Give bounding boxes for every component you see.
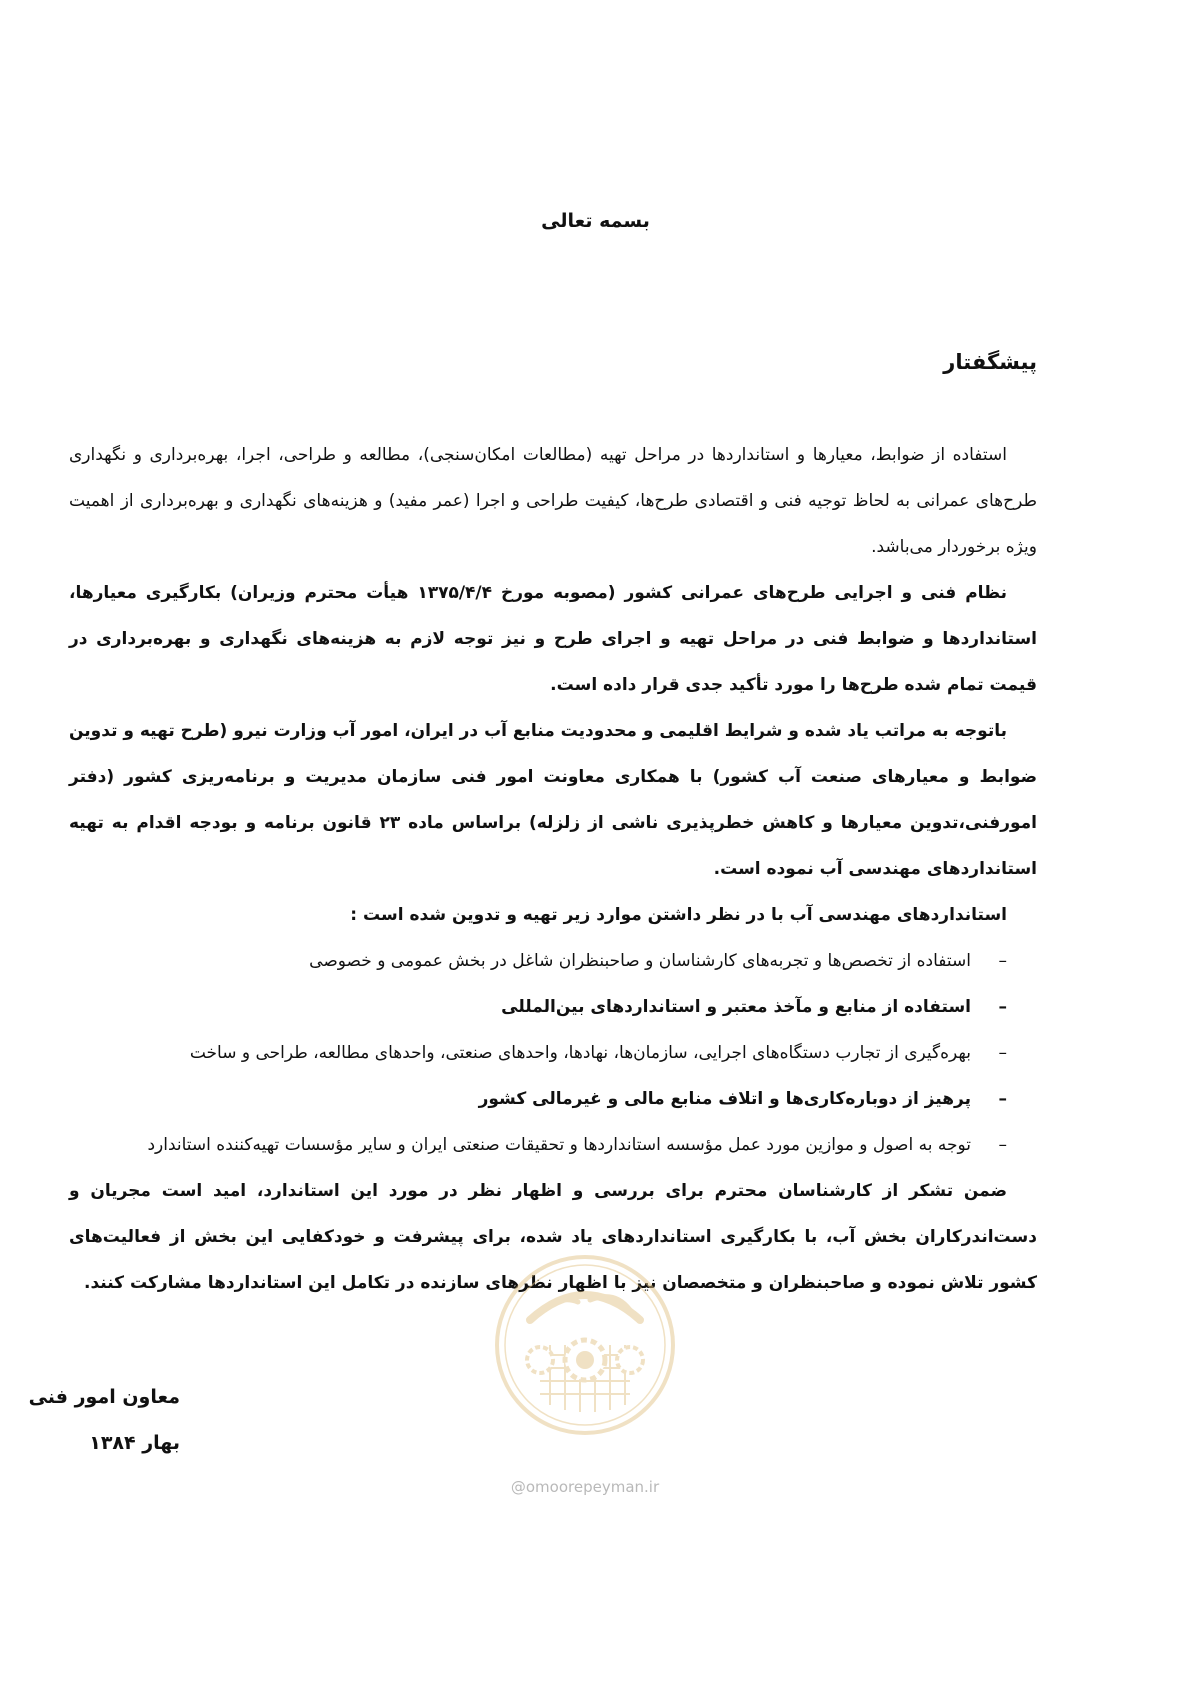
list-intro: استانداردهای مهندسی آب با در نظر داشتن موارد زیر تهیه و تدوین شده است : xyxy=(350,905,1007,925)
omoorepeyman-logo-watermark xyxy=(490,1250,680,1440)
dash-bullet-icon: – xyxy=(998,1089,1007,1109)
paragraph-2: نظام فنی و اجرایی طرح‌های عمرانی کشور (مصوبه مورخ ۱۳۷۵/۴/۴ هیأت محترم وزیران) بکارگیری معیارها، استانداردها و ضوابط فنی در مراحل تهیه و اجرای طرح و نیز توجه لازم به هزینه‌های نگهداری و بهره‌برداری در قیمت تمام شده طرح‌ها را مورد تأکید جدی قرار داده است. xyxy=(69,583,1037,695)
considerations-list xyxy=(69,938,1037,1168)
list-item-text: بهره‌گیری از تجارب دستگاه‌های اجرایی، سازمان‌ها، نهادها، واحدهای صنعتی، واحدهای مطالعه، طراحی و ساخت xyxy=(189,1043,971,1063)
list-item xyxy=(69,1030,1007,1076)
list-item-text: توجه به اصول و موازین مورد عمل مؤسسه استانداردها و تحقیقات صنعتی ایران و سایر مؤسسات تهیه‌کننده استاندارد xyxy=(147,1135,971,1155)
list-item xyxy=(69,1122,1007,1168)
foreword-title: پیشگفتار xyxy=(943,350,1037,374)
list-item-text: استفاده از تخصص‌ها و تجربه‌های کارشناسان و صاحبنظران شاغل در بخش عمومی و خصوصی xyxy=(309,951,971,971)
list-item xyxy=(69,1076,1007,1122)
signature-date: بهار ۱۳۸۴ xyxy=(89,1432,180,1454)
list-item xyxy=(69,984,1007,1030)
closing-paragraph: ضمن تشکر از کارشناسان محترم برای بررسی و اظهار نظر در مورد این استاندارد، امید است مجریان و دست‌اندرکاران بخش آب، با بکارگیری استانداردهای یاد شده، برای پیشرفت و خودکفایی این بخش از فعالیت‌های کشور تلاش نموده و صاحبنظران و متخصصان نیز با اظهار نظرهای سازنده در تکامل این استانداردها مشارکت کنند. xyxy=(69,1181,1037,1293)
paragraph-3: باتوجه به مراتب یاد شده و شرایط اقلیمی و محدودیت منابع آب در ایران، امور آب وزارت نیرو (طرح تهیه و تدوین ضوابط و معیارهای صنعت آب کشور) با همکاری معاونت امور فنی سازمان مدیریت و برنامه‌ریزی کشور (دفتر امورفنی،تدوین معیارها و کاهش خطرپذیری ناشی از زلزله) براساس ماده ۲۳ قانون برنامه و بودجه اقدام به تهیه استانداردهای مهندسی آب نموده است. xyxy=(69,721,1037,879)
dash-bullet-icon: – xyxy=(998,997,1007,1017)
signatory-role: معاون امور فنی xyxy=(28,1386,180,1408)
list-item-text: پرهیز از دوباره‌کاری‌ها و اتلاف منابع مالی و غیرمالی کشور xyxy=(478,1089,971,1109)
signature-block xyxy=(0,1374,180,1466)
list-item-text: استفاده از منابع و مآخذ معتبر و استانداردهای بین‌المللی xyxy=(501,997,971,1017)
dash-bullet-icon: – xyxy=(998,1043,1007,1063)
list-item xyxy=(69,938,1007,984)
foreword-body xyxy=(69,432,1037,1306)
dash-bullet-icon: – xyxy=(998,951,1007,971)
invocation-heading: بسمه تعالی xyxy=(541,210,650,232)
paragraph-1: استفاده از ضوابط، معیارها و استانداردها در مراحل تهیه (مطالعات امکان‌سنجی)، مطالعه و طراحی، اجرا، بهره‌برداری و نگهداری طرح‌های عمرانی به لحاظ توجیه فنی و اقتصادی طرح‌ها، کیفیت طراحی و اجرا (عمر مفید) و هزینه‌های نگهداری و بهره‌برداری از اهمیت ویژه برخوردار می‌باشد. xyxy=(69,445,1037,557)
watermark-site-text: @omoorepeyman.ir xyxy=(510,1478,660,1496)
dash-bullet-icon: – xyxy=(998,1135,1007,1155)
